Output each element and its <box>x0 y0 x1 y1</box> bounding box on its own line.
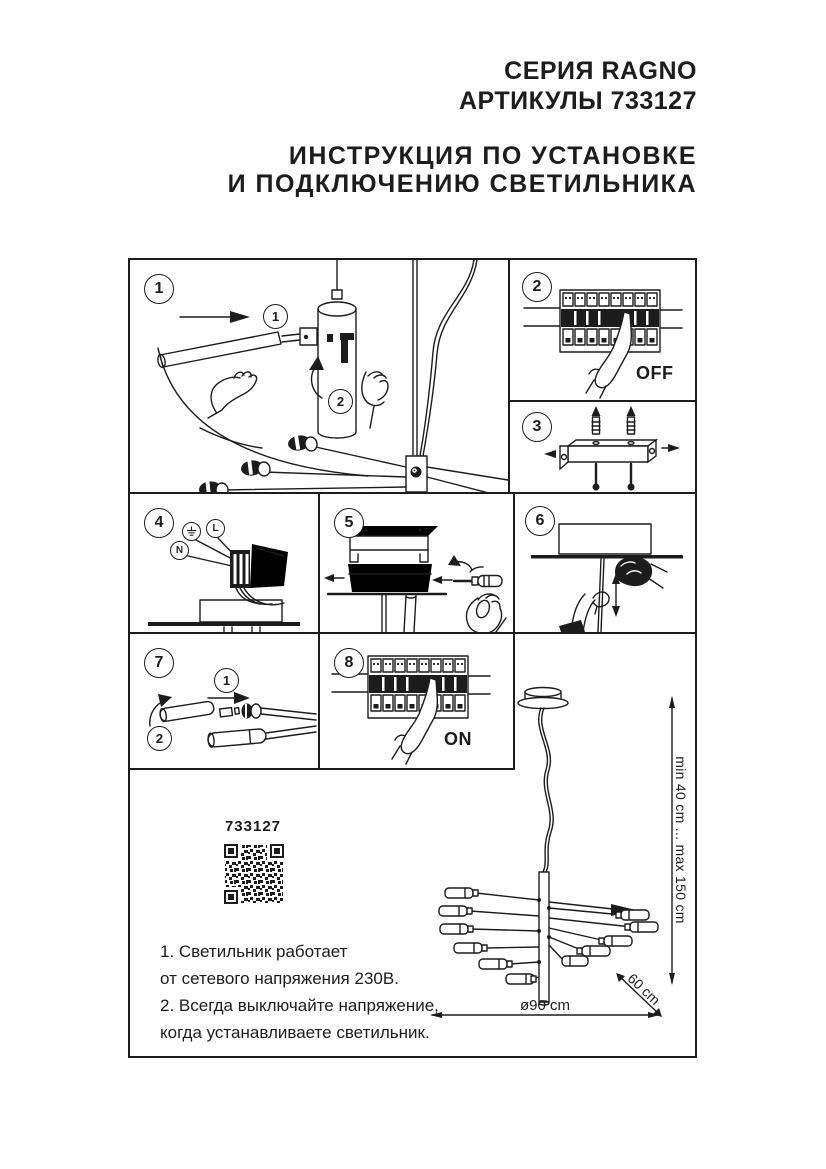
step-number-badge: 4 <box>144 508 174 538</box>
panel-step-7 <box>130 634 318 768</box>
arrow-right-icon <box>230 311 250 323</box>
step-number-badge: 2 <box>522 272 552 302</box>
arrow-left-icon <box>432 576 442 584</box>
series-title: СЕРИЯ RAGNO <box>504 57 697 85</box>
shade-icon <box>562 956 588 966</box>
header <box>228 56 697 198</box>
arrow-left-icon <box>544 450 556 458</box>
substep-badge: 2 <box>147 726 172 751</box>
instruction-title-line1: ИНСТРУКЦИЯ ПО УСТАНОВКЕ <box>288 142 697 170</box>
shade-icon <box>479 959 512 969</box>
substep-badge: 1 <box>263 304 288 329</box>
earth-ground-icon <box>186 526 197 537</box>
panel-step-5 <box>320 494 513 632</box>
rotate-arrow-icon <box>158 694 172 707</box>
depth-label: 60 cm <box>624 970 664 1008</box>
arrow-down-icon <box>612 606 620 617</box>
note-line: от сетевого напряжения 230В. <box>160 969 399 988</box>
slot-mark <box>340 333 354 363</box>
screw-icon <box>628 464 635 491</box>
screwdriver-icon <box>454 576 502 587</box>
article-title: АРТИКУЛЫ 733127 <box>458 87 697 115</box>
breaker-off-label: OFF <box>636 363 674 383</box>
hand-icon <box>208 372 257 418</box>
anchor-icon <box>627 406 636 434</box>
shade-icon <box>439 906 472 916</box>
chandelier-dimension-drawing <box>420 672 697 1028</box>
note-line: 2. Всегда выключайте напряжение, <box>160 996 439 1015</box>
breaker-on-label: ON <box>444 729 472 749</box>
shade-icon <box>577 946 610 956</box>
lamp-head-icon <box>287 434 318 452</box>
substep-badge: 2 <box>328 389 353 414</box>
step-number-badge: 8 <box>334 648 364 678</box>
shade-icon <box>445 888 478 898</box>
step-number-badge: 6 <box>525 506 555 536</box>
rotate-arrow-icon <box>309 356 324 370</box>
arrow-left-icon <box>324 574 334 582</box>
article-number: 733127 <box>224 818 282 835</box>
shade-icon <box>454 943 487 953</box>
shade-tube-icon <box>159 701 214 722</box>
step1-drawing-rod-insertion <box>130 260 508 492</box>
shade-icon <box>506 974 536 984</box>
hand-icon <box>362 372 388 428</box>
note-line: когда устанавливаете светильник. <box>160 1023 430 1042</box>
safety-notes <box>160 938 460 1046</box>
anchor-icon <box>592 406 601 434</box>
step-number-badge: 3 <box>522 412 552 442</box>
screw-icon <box>593 464 600 491</box>
step-number-badge: 1 <box>144 274 174 304</box>
ceiling-canopy-icon <box>518 688 568 709</box>
qr-code <box>224 844 284 904</box>
shade-tube-icon <box>207 728 266 747</box>
lamp-head-icon <box>198 480 228 492</box>
earth-terminal-badge <box>182 522 201 541</box>
panel-step-6 <box>515 494 695 632</box>
height-range-label: min 40 cm ... max 150 cm <box>673 756 689 924</box>
shade-icon <box>616 910 649 920</box>
note-line: 1. Светильник работает <box>160 942 348 961</box>
line-terminal-badge: L <box>206 519 225 538</box>
panel-step-4 <box>130 494 318 632</box>
rotate-arrow-icon <box>448 555 461 566</box>
panel-step-1 <box>130 260 508 492</box>
panel-step-3 <box>510 402 695 492</box>
arrow-right-icon <box>668 444 680 452</box>
substep-badge: 1 <box>214 668 239 693</box>
diameter-label: ø90 cm <box>519 997 570 1014</box>
step-number-badge: 7 <box>144 648 174 678</box>
instruction-title-line2: И ПОДКЛЮЧЕНИЮ СВЕТИЛЬНИКА <box>227 170 697 198</box>
step-number-badge: 5 <box>334 508 364 538</box>
shade-icon <box>440 924 473 934</box>
neutral-terminal-badge: N <box>170 541 189 560</box>
terminal-cover <box>250 544 288 588</box>
arrow-right-icon <box>234 692 250 704</box>
shade-icon <box>625 922 658 932</box>
shade-icon <box>599 936 632 946</box>
panel-step-2 <box>510 260 695 400</box>
lamp-head-icon <box>240 459 271 477</box>
